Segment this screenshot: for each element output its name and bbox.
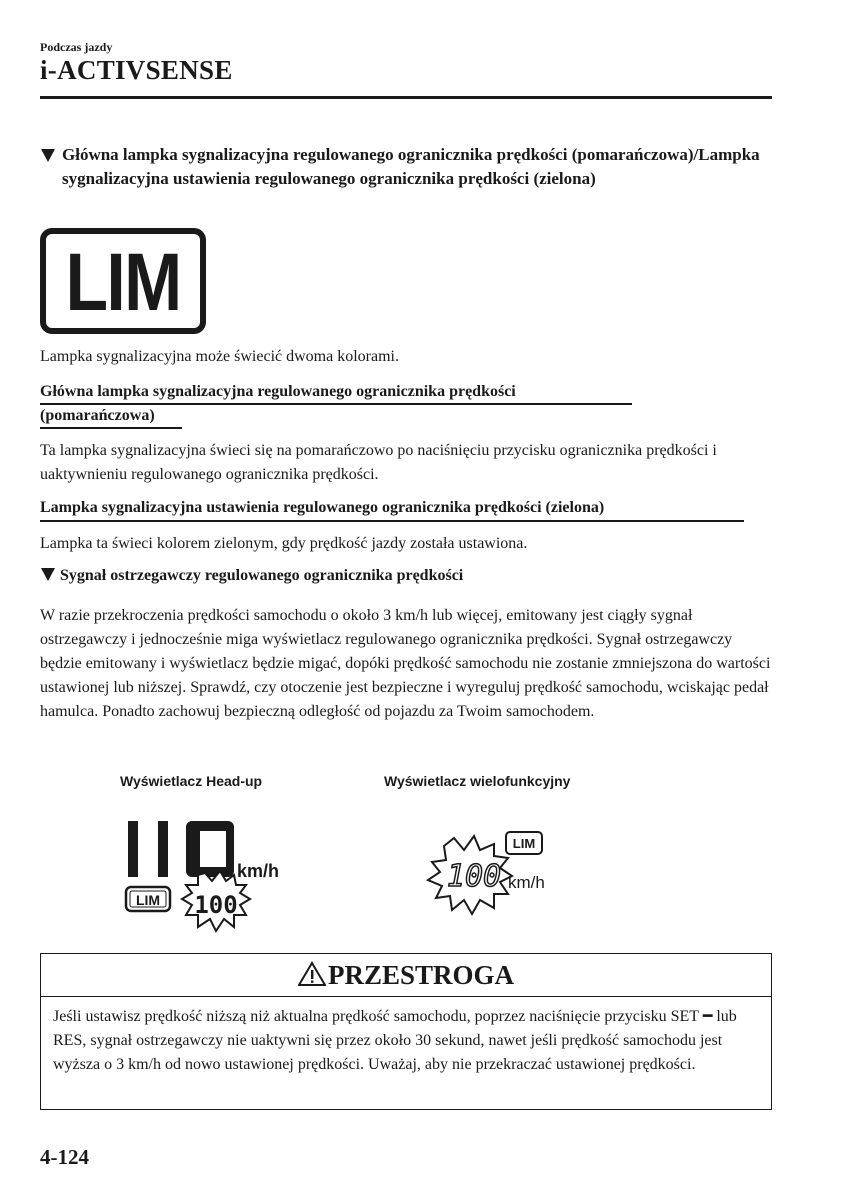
subheading-orange-line2: (pomarańczowa) [40, 407, 155, 424]
section1-heading-text: Główna lampka sygnalizacyjna regulowanego ogranicznika prędkości (pomarańczowa)/Lampka sygnalizacyjna ustawienia regulowanego ogranicznika prędkości (zielona) [62, 145, 760, 188]
multi-display-figure [418, 828, 568, 918]
caution-box [40, 953, 772, 1110]
page-title: i-ACTIVSENSE [40, 55, 233, 85]
hud-display-figure [120, 815, 300, 935]
hud-unit: km/h [237, 861, 280, 881]
warning-triangle-icon [298, 957, 326, 999]
section1-heading [40, 143, 780, 191]
hud-lim-text: LIM [135, 892, 161, 908]
hud-lim-badge [126, 887, 170, 911]
underline [40, 427, 182, 429]
page-number: 4-124 [40, 1145, 89, 1169]
hud-speed-digits [128, 821, 234, 877]
green-description: Lampka ta świeci kolorem zielonym, gdy prędkość jazdy została ustawiona. [40, 535, 528, 552]
caution-title: PRZESTROGA [327, 960, 515, 990]
title-rule [40, 96, 772, 99]
triangle-down-icon [40, 566, 56, 587]
caution-header [41, 954, 771, 997]
section2-text: W razie przekroczenia prędkości samochodu o około 3 km/h lub więcej, emitowany jest ciągły sygnał ostrzegawczy i jednocześnie miga wyświetlacz regulowanego ogranicznika prędkości. Sygnał ostrzegawczy będzie emitowany i wyświetlacz będzie migać, dopóki prędkość samochodu nie zostanie zmniejszona do wartości ustawionej lub niższej. Sprawdź, czy otoczenie jest bezpieczne i wyreguluj prędkość samochodu, wciskając pedał hamulca. Ponadto zachowuj bezpieczną odległość od pojazdu za Twoim samochodem. [40, 607, 771, 720]
lim-indicator-icon [40, 228, 206, 334]
underline [40, 403, 632, 405]
subheading-orange-line1: Główna lampka sygnalizacyjna regulowanego ogranicznika prędkości [40, 383, 516, 400]
section2-heading [40, 566, 463, 587]
underline [40, 520, 744, 522]
caution-text: Jeśli ustawisz prędkość niższą niż aktualna prędkość samochodu, poprzez naciśnięcie przycisku SET ━ lub RES, sygnał ostrzegawczy nie uaktywni się przez około 30 sekund, nawet jeśli prędkość samochodu jest wyższa o 3 km/h od nowo ustawionej prędkości. Uważaj, aby nie przekraczać ustawionej prędkości. [53, 1008, 737, 1073]
multi-unit: km/h [508, 873, 545, 892]
subheading-green: Lampka sygnalizacyjna ustawienia regulowanego ogranicznika prędkości (zielona) [40, 499, 605, 516]
orange-description: Ta lampka sygnalizacyjna świeci się na pomarańczowo po naciśnięciu przycisku ogranicznika prędkości i uaktywnieniu regulowanego ogranicznika prędkości. [40, 442, 717, 483]
multi-display-caption: Wyświetlacz wielofunkcyjny [384, 773, 571, 789]
section-label: Podczas jazdy [40, 40, 113, 54]
intro-text: Lampka sygnalizacyjna może świecić dwoma kolorami. [40, 348, 399, 365]
multi-lim-text: LIM [512, 836, 536, 851]
section2-heading-text: Sygnał ostrzegawczy regulowanego ogranicznika prędkości [60, 567, 464, 585]
triangle-down-icon [40, 143, 56, 170]
hud-caption: Wyświetlacz Head-up [120, 773, 263, 789]
multi-set-speed: 100 [446, 859, 502, 894]
lim-indicator-text: LIM [65, 237, 181, 328]
multi-lim-badge [506, 832, 542, 854]
hud-set-speed: 100 [194, 891, 238, 919]
